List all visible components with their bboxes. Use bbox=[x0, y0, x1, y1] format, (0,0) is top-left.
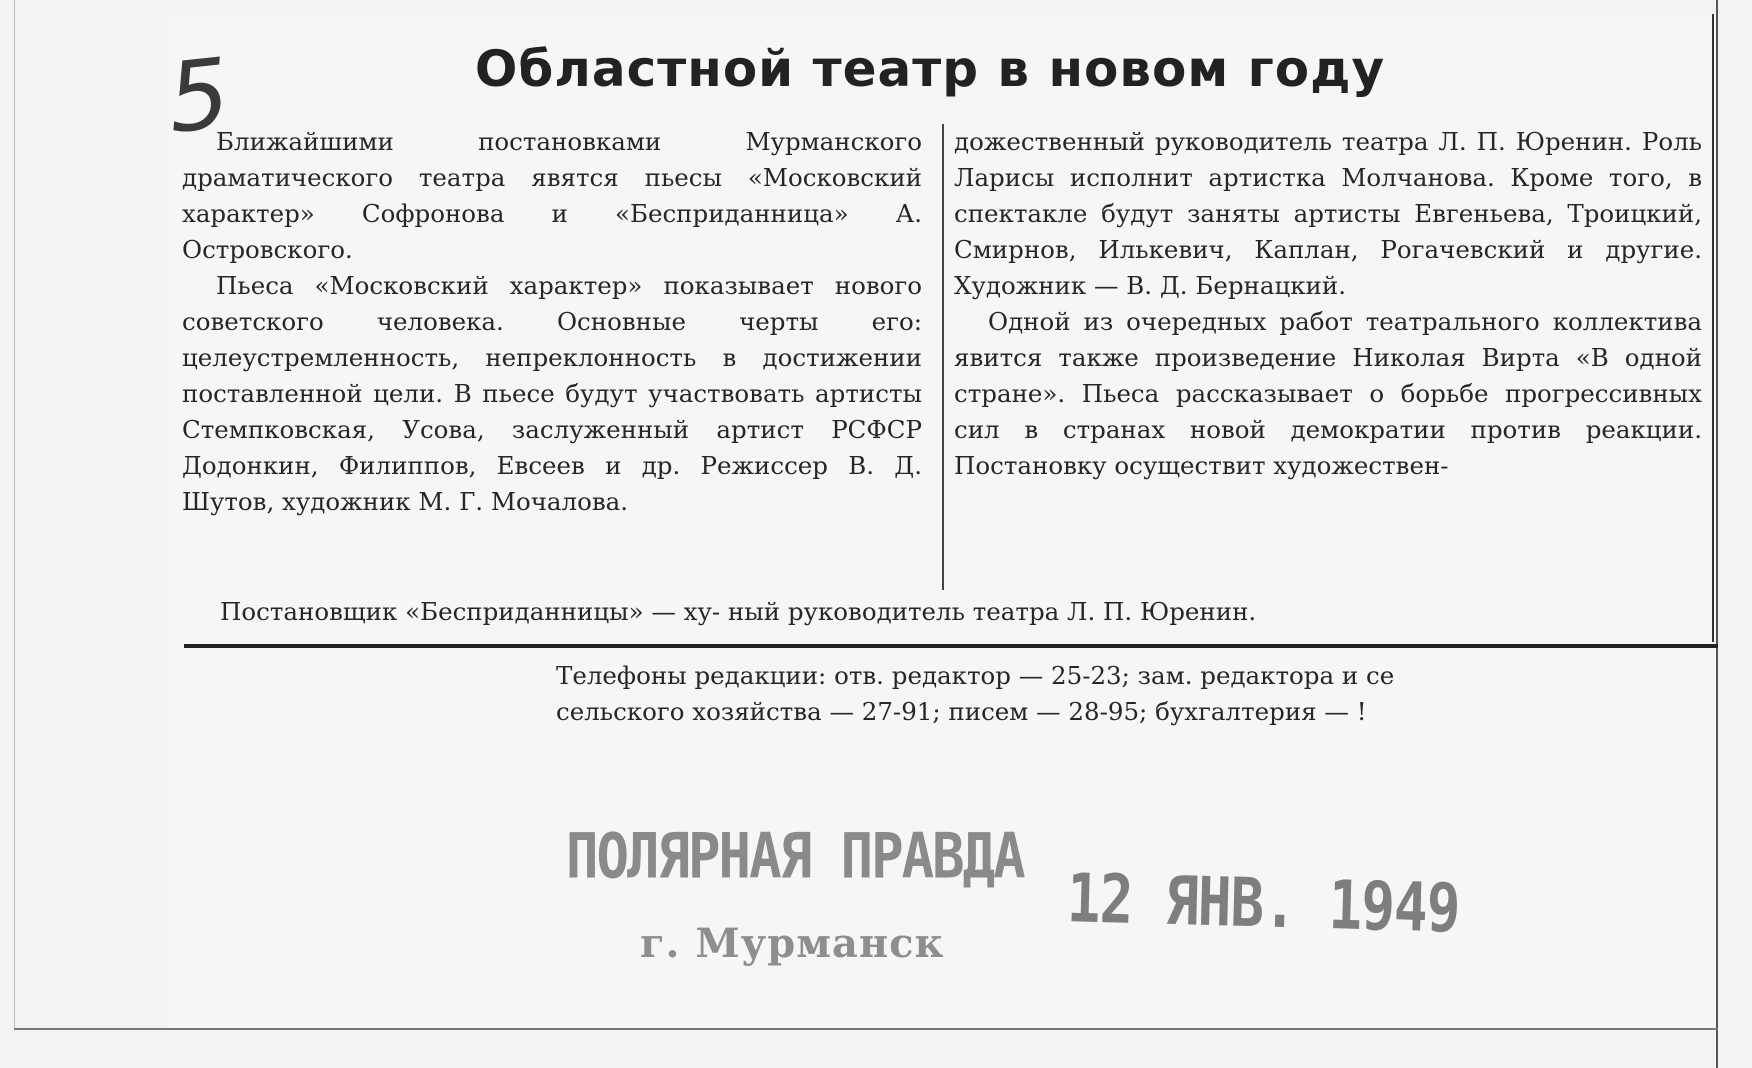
mount-bottom-edge bbox=[14, 1028, 1718, 1030]
stamp-date: 12 ЯНВ. 1949 bbox=[1065, 860, 1461, 949]
mount-right-edge bbox=[1716, 0, 1718, 1068]
section-rule bbox=[184, 644, 1718, 648]
pencil-mark: 5 bbox=[162, 37, 235, 155]
stamp-newspaper-name: ПОЛЯРНАЯ ПРАВДА bbox=[566, 820, 1024, 893]
paragraph: Пьеса «Московский характер» показывает нового советского человека. Основные черты его: целеустремленность, непреклонность в достижении поставленной цели. В пьесе будут участвовать артисты Стемпковская, Усова, заслуженный артист РСФСР Додонкин, Филиппов, Евсеев и др. Режиссер В. Д. Шутов, художник М. Г. Мочалова. bbox=[182, 271, 922, 516]
column-divider bbox=[942, 124, 944, 590]
article-headline: Областной театр в новом году bbox=[474, 40, 1386, 98]
paragraph: Ближайшими постановками Мурманского драматического театра явятся пьесы «Московский характер» Софронова и «Бесприданница» А. Островского. bbox=[182, 127, 922, 264]
phones-line: сельского хозяйства — 27-91; писем — 28-95; бухгалтерия — ! bbox=[556, 697, 1367, 726]
clipping-right-border bbox=[1712, 14, 1714, 642]
mount-left-edge bbox=[14, 0, 15, 1030]
paragraph: дожественный руководитель театра Л. П. Юренин. Роль Ларисы исполнит артистка Молчанова. Кроме того, в спектакле будут заняты артисты Евгеньева, Троицкий, Смирнов, Илькевич, Каплан, Рогачевский и другие. Художник — В. Д. Бернацкий. bbox=[954, 127, 1702, 300]
editorial-phones bbox=[556, 658, 1716, 730]
left-column bbox=[182, 124, 922, 520]
right-column bbox=[954, 124, 1702, 484]
phones-line: Телефоны редакции: отв. редактор — 25-23; зам. редактора и се bbox=[556, 661, 1395, 690]
stamp-city: г. Мурманск bbox=[640, 920, 945, 967]
closing-line: Постановщик «Бесприданницы» — ху- ный руководитель театра Л. П. Юренин. bbox=[220, 597, 1257, 626]
paragraph: Одной из очередных работ театрального коллектива явится также произведение Николая Вирта «В одной стране». Пьеса рассказывает о борьбе прогрессивных сил в странах новой демократии против реакции. Постановку осуществит художествен- bbox=[954, 307, 1702, 480]
